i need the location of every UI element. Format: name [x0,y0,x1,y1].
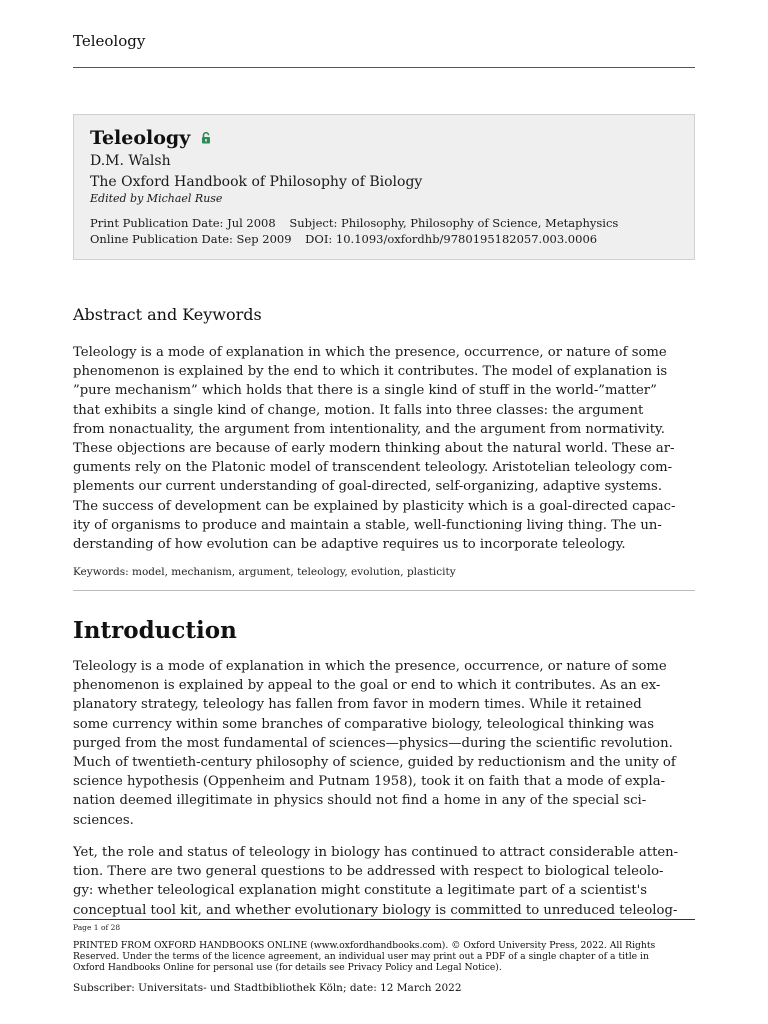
print-date-label: Print Publication Date: [90,216,224,230]
intro-line: gy: whether teleological explanation might constitute a legitimate part of a scientist's [73,883,648,899]
section-divider [73,590,695,591]
page-number: Page 1 of 28 [73,923,121,932]
doi-label: DOI: [305,232,333,246]
book-title[interactable]: The Oxford Handbook of Philosophy of Biology [90,174,423,190]
header-divider [73,67,695,68]
abstract-line: guments rely on the Platonic model of transcendent teleology. Aristotelian teleology com- [73,460,673,476]
running-head: Teleology [73,32,146,50]
abstract-line: The success of development can be explained by plasticity which is a goal-directed capac- [73,498,676,514]
intro-line: tion. There are two general questions to be addressed with respect to biological teleolo- [73,864,664,880]
print-publication-line [90,216,618,230]
chapter-title-text: Teleology [90,127,191,149]
abstract-line: that exhibits a single kind of change, motion. It falls into three classes: the argument [73,402,644,418]
abstract-paragraph [73,343,695,554]
print-notice-line: PRINTED FROM OXFORD HANDBOOKS ONLINE (www.oxfordhandbooks.com). © Oxford University Press, 2022. All Rights [73,940,656,951]
abstract-line: phenomenon is explained by the end to which it contributes. The model of explanation is [73,364,668,380]
abstract-line: from nonactuality, the argument from intentionality, and the argument from normativity. [73,421,665,437]
print-notice-line: Oxford Handbooks Online for personal use (for details see Privacy Policy and Legal Notice). [73,962,502,973]
subject-value[interactable]: Philosophy, Philosophy of Science, Metaphysics [340,216,619,230]
intro-line: some currency within some branches of comparative biology, teleological thinking was [73,716,655,732]
intro-paragraph-1 [73,657,695,830]
online-date-label: Online Publication Date: [90,232,233,246]
print-date: Jul 2008 [227,216,276,230]
unlocked-padlock-icon [201,127,211,149]
citation-box [73,114,695,260]
online-publication-line [90,232,597,246]
online-date: Sep 2009 [236,232,292,246]
abstract-line: These objections are because of early modern thinking about the natural world. These ar- [73,441,675,457]
intro-line: purged from the most fundamental of sciences—physics—during the scientific revolution. [73,735,673,751]
abstract-heading: Abstract and Keywords [73,305,262,324]
intro-line: planatory strategy, teleology has fallen from favor in modern times. While it retained [73,697,642,713]
chapter-title [90,127,211,150]
intro-line: Teleology is a mode of explanation in which the presence, occurrence, or nature of some [73,659,667,674]
intro-line: conceptual tool kit, and whether evolutionary biology is committed to unreduced teleolog- [73,902,678,918]
print-notice-line: Reserved. Under the terms of the licence agreement, an individual user may print out a PDF of a single chapter of a title in [73,951,649,962]
intro-paragraph-2 [73,843,695,920]
footer-divider [73,919,695,920]
abstract-line: plements our current understanding of goal-directed, self-organizing, adaptive systems. [73,479,663,495]
intro-line: sciences. [73,812,134,828]
intro-line: phenomenon is explained by appeal to the goal or end to which it contributes. As an ex- [73,678,661,694]
intro-line: Yet, the role and status of teleology in biology has continued to attract considerable atten- [73,845,679,860]
abstract-line: ”pure mechanism” which holds that there is a single kind of stuff in the world-”matter” [73,383,657,399]
introduction-heading: Introduction [73,617,237,644]
author-name[interactable]: D.M. Walsh [90,153,171,169]
abstract-line: derstanding of how evolution can be adaptive requires us to incorporate teleology. [73,537,626,553]
intro-line: science hypothesis (Oppenheim and Putnam 1958), took it on faith that a mode of expla- [73,774,666,790]
intro-line: nation deemed illegitimate in physics should not find a home in any of the special sci- [73,793,647,809]
keywords-line: Keywords: model, mechanism, argument, teleology, evolution, plasticity [73,566,456,578]
subject-label: Subject: [289,216,338,230]
print-notice [73,940,695,973]
doi-value[interactable]: 10.1093/oxfordhb/9780195182057.003.0006 [335,232,598,246]
editor-line: Edited by Michael Ruse [90,192,223,205]
subscriber-line: Subscriber: Universitats- und Stadtbibliothek Köln; date: 12 March 2022 [73,982,462,994]
abstract-line: Teleology is a mode of explanation in which the presence, occurrence, or nature of some [73,345,667,360]
intro-line: Much of twentieth-century philosophy of science, guided by reductionism and the unity of [73,755,676,771]
abstract-line: ity of organisms to produce and maintain a stable, well-functioning living thing. The un- [73,517,662,533]
